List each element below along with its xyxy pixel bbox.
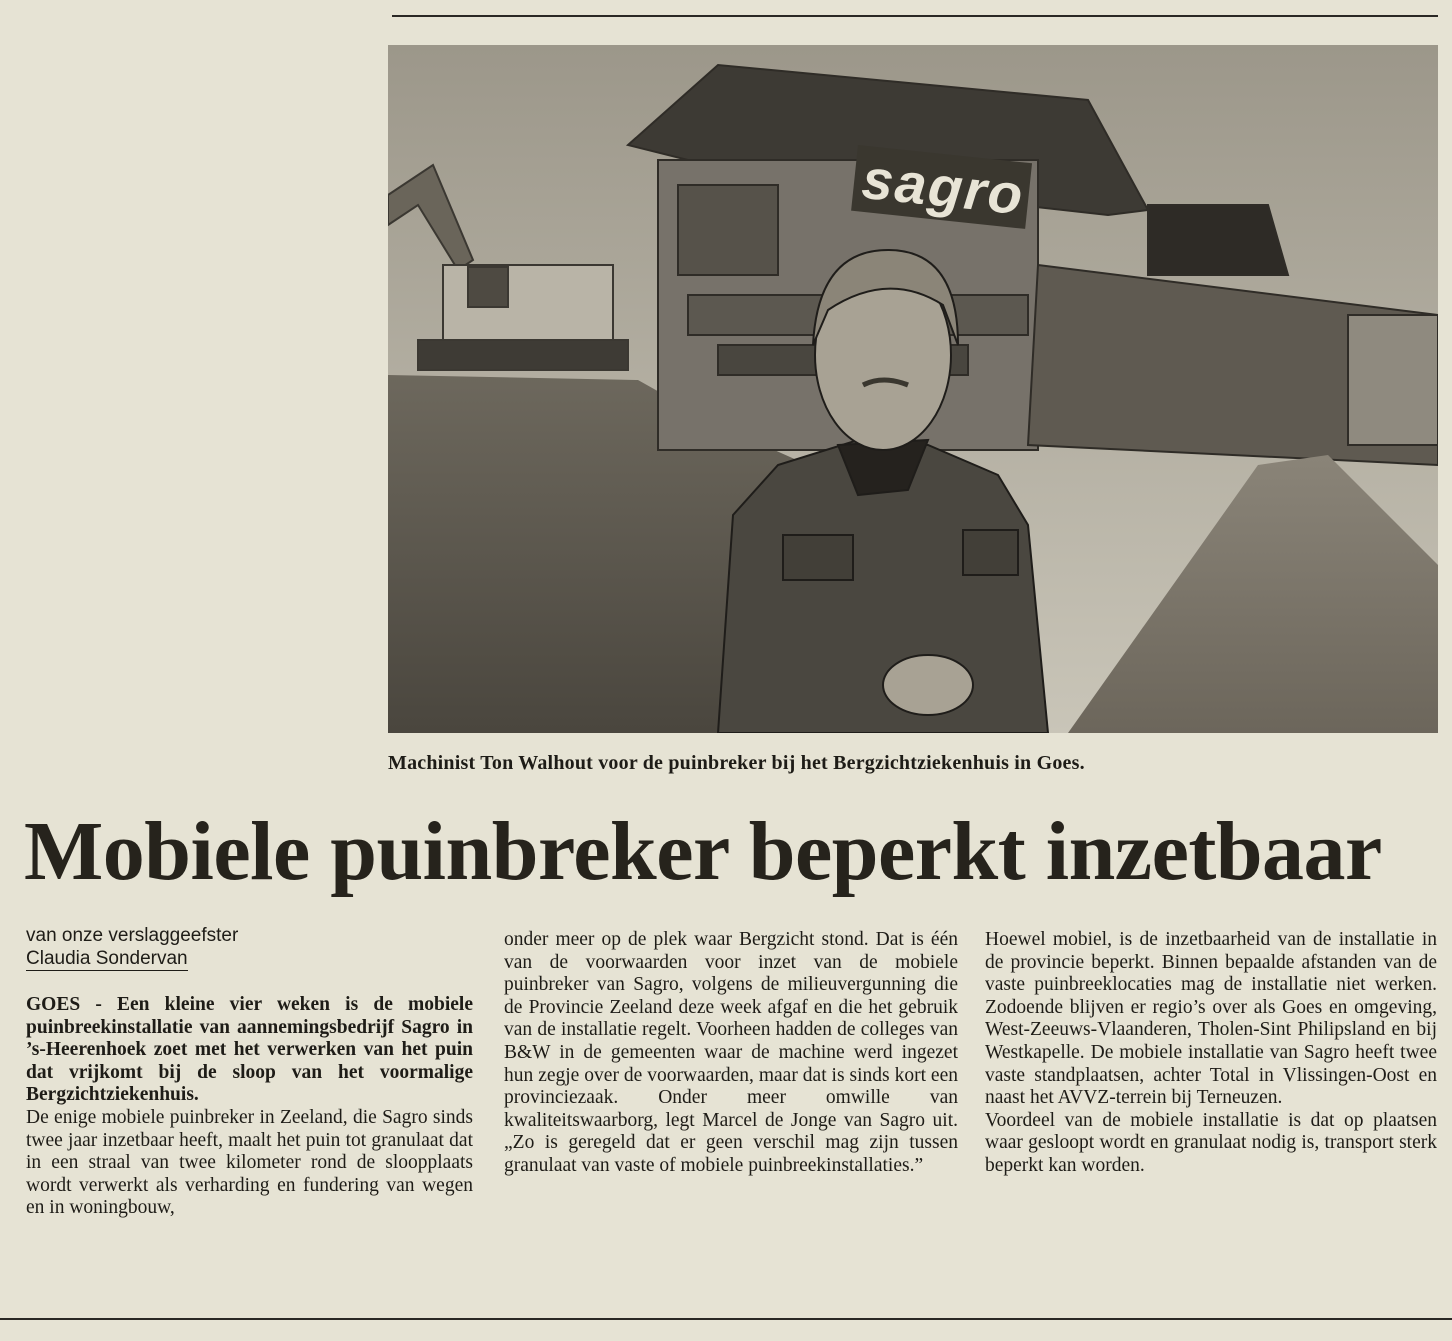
top-rule xyxy=(392,15,1438,17)
article-photo xyxy=(388,45,1438,733)
headline: Mobiele puinbreker beperkt inzetbaar xyxy=(24,805,1382,898)
body-paragraph-3: Hoewel mobiel, is de inzetbaarheid van de installatie in de provincie beperkt. Binnen bepaalde afstanden van de vaste puinbreeklocaties mag de installatie niet werken. Zodoende blijven er regio’s over als Goes en omgeving, West-Zeeuws-Vlaanderen, Tholen-Sint Philipsland en bij Westkapelle. De mobiele installatie van Sagro heeft twee vaste standplaatsen, achter Total in Vlissingen-Oost en naast het AVVZ-terrein bij Terneuzen. xyxy=(985,929,1437,1109)
byline-prefix: van onze verslaggeefster xyxy=(26,925,239,946)
photo-caption: Machinist Ton Walhout voor de puinbreker bij het Bergzichtziekenhuis in Goes. xyxy=(388,752,1085,774)
photo-illustration xyxy=(388,45,1438,733)
body-paragraph-4: Voordeel van de mobiele installatie is dat op plaatsen waar gesloopt wordt en granulaat nodig is, transport sterk beperkt kan worden. xyxy=(985,1109,1437,1176)
article-column-2 xyxy=(504,929,958,1178)
article-column-1 xyxy=(26,994,473,1220)
svg-text:sagro: sagro xyxy=(859,146,1028,227)
body-paragraph-1: De enige mobiele puinbreker in Zeeland, die Sagro sinds twee jaar inzetbaar heeft, maalt het puin tot granulaat dat in een straal van twee kilometer rond de sloopplaats wordt verwerkt als verharding en fundering van wegen en in woningbouw, xyxy=(26,1106,473,1219)
article-column-3 xyxy=(985,929,1437,1178)
bottom-rule xyxy=(0,1318,1452,1320)
byline xyxy=(26,924,466,971)
body-paragraph-2: onder meer op de plek waar Bergzicht stond. Dat is één van de voorwaarden voor inzet van de mobiele puinbreker van Sagro, volgens de milieuvergunning die de Provincie Zeeland deze week afgaf en die het gebruik van de installatie regelt. Voorheen hadden de colleges van B&W in de gemeenten waar de machine werd ingezet hun zegje over de voorwaarden, maar dat is sinds kort een provinciezaak. Onder meer omwille van kwaliteitswaarborg, legt Marcel de Jonge van Sagro uit. „Zo is geregeld dat er geen verschil mag zijn tussen granulaat van vaste of mobiele puinbreekinstallaties.” xyxy=(504,929,958,1176)
byline-author: Claudia Sondervan xyxy=(26,948,188,969)
lead-paragraph: GOES - Een kleine vier weken is de mobiele puinbreekinstallatie van aannemingsbedrijf Sagro in ’s-Heerenhoek zoet met het verwerken van het puin dat vrijkomt bij de sloop van het voormalige Bergzichtziekenhuis. xyxy=(26,994,473,1106)
